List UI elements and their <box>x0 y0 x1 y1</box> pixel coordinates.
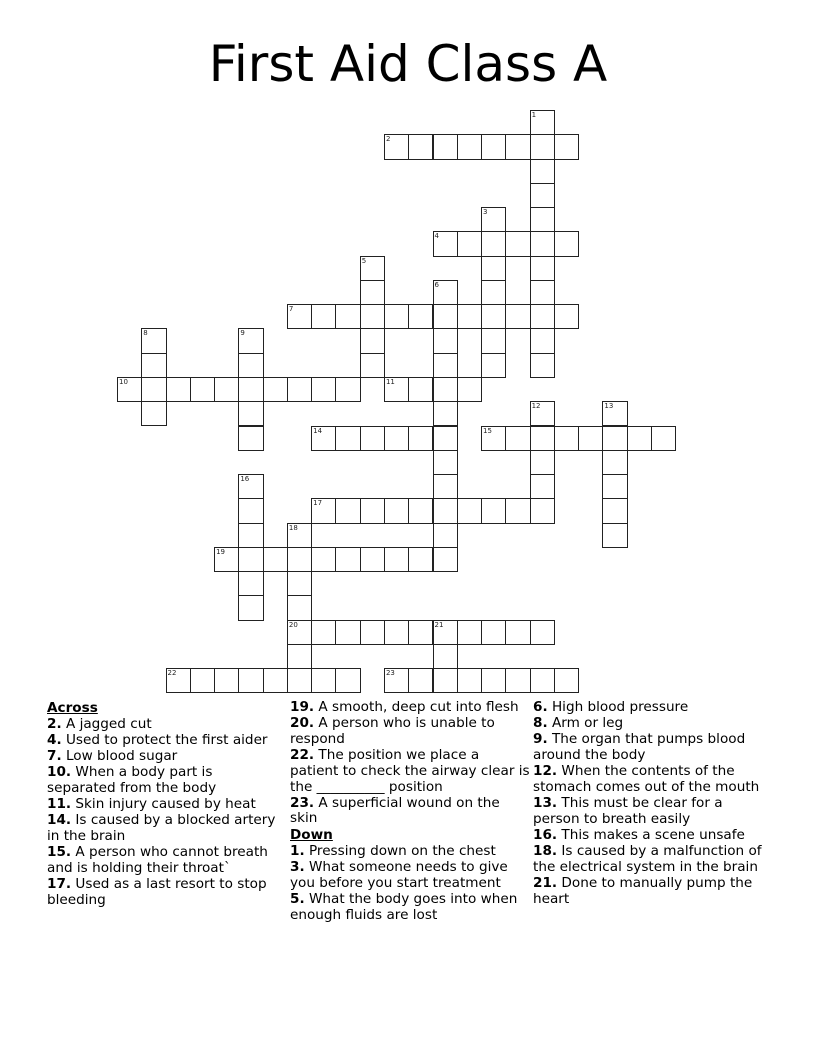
grid-cell[interactable] <box>457 231 482 256</box>
clue-number: 1 <box>531 111 537 119</box>
grid-cell[interactable] <box>117 377 142 402</box>
grid-cell[interactable] <box>530 207 555 232</box>
grid-cell[interactable] <box>433 231 458 256</box>
clue-down <box>290 844 530 860</box>
grid-cell[interactable] <box>335 547 360 572</box>
grid-cell[interactable] <box>530 280 555 305</box>
grid-cell[interactable] <box>190 377 215 402</box>
clue-across <box>47 813 283 844</box>
clue-down <box>533 844 773 875</box>
grid-cell[interactable] <box>287 571 312 596</box>
clue-number-label: 12. <box>533 763 558 780</box>
grid-cell[interactable] <box>335 377 360 402</box>
clue-number-label: 14. <box>47 812 72 829</box>
grid-cell[interactable] <box>287 644 312 669</box>
grid-cell[interactable] <box>238 571 263 596</box>
grid-cell[interactable] <box>481 620 506 645</box>
grid-cell[interactable] <box>287 304 312 329</box>
grid-cell[interactable] <box>433 644 458 669</box>
clue-number-label: 2. <box>47 715 62 732</box>
clue-across <box>47 877 283 908</box>
grid-cell[interactable] <box>530 256 555 281</box>
grid-cell[interactable] <box>166 668 191 693</box>
clue-text: Skin injury caused by heat <box>71 796 256 813</box>
grid-cell[interactable] <box>360 280 385 305</box>
grid-cell[interactable] <box>214 547 239 572</box>
clue-column-2 <box>290 700 530 924</box>
grid-cell[interactable] <box>530 304 555 329</box>
grid-cell[interactable] <box>433 134 458 159</box>
grid-cell[interactable] <box>335 668 360 693</box>
clue-text: A smooth, deep cut into flesh <box>314 699 519 715</box>
clue-text: The position we place a patient to check the airway clear is the __________ position <box>290 747 530 795</box>
grid-cell[interactable] <box>238 498 263 523</box>
clue-down <box>533 828 773 844</box>
clue-down <box>533 764 773 795</box>
grid-cell[interactable] <box>311 668 336 693</box>
grid-cell[interactable] <box>408 377 433 402</box>
grid-cell[interactable] <box>481 207 506 232</box>
grid-cell[interactable] <box>433 280 458 305</box>
clue-text: What the body goes into when enough fluids are lost <box>290 890 518 923</box>
grid-cell[interactable] <box>263 668 288 693</box>
grid-cell[interactable] <box>578 426 603 451</box>
grid-cell[interactable] <box>141 377 166 402</box>
grid-cell[interactable] <box>384 547 409 572</box>
grid-cell[interactable] <box>554 134 579 159</box>
grid-cell[interactable] <box>530 668 555 693</box>
clue-number-label: 1. <box>290 842 305 859</box>
grid-cell[interactable] <box>433 547 458 572</box>
grid-cell[interactable] <box>408 547 433 572</box>
grid-cell[interactable] <box>311 377 336 402</box>
grid-cell[interactable] <box>530 110 555 135</box>
grid-cell[interactable] <box>433 328 458 353</box>
clue-number: 3 <box>483 208 488 217</box>
clue-number: 12 <box>531 402 541 411</box>
grid-cell[interactable] <box>238 353 263 378</box>
clue-text: What someone needs to give you before you start treatment <box>290 859 508 891</box>
clue-number: 7 <box>288 305 294 314</box>
grid-cell[interactable] <box>287 620 312 645</box>
grid-cell[interactable] <box>457 134 482 159</box>
grid-cell[interactable] <box>408 498 433 523</box>
grid-cell[interactable] <box>457 304 482 329</box>
clue-number: 13 <box>604 402 614 411</box>
clue-number: 16 <box>240 475 250 484</box>
clue-text: A jagged cut <box>61 715 152 732</box>
clue-text: Used to protect the first aider <box>61 731 268 748</box>
clue-down <box>290 892 530 923</box>
grid-cell[interactable] <box>238 668 263 693</box>
grid-cell[interactable] <box>408 304 433 329</box>
clue-number-label: 8. <box>533 715 548 732</box>
grid-cell[interactable] <box>335 620 360 645</box>
grid-cell[interactable] <box>457 668 482 693</box>
grid-cell[interactable] <box>141 328 166 353</box>
clue-across <box>290 796 530 827</box>
grid-cell[interactable] <box>433 450 458 475</box>
clue-text: Used as a last resort to stop bleeding <box>47 876 267 908</box>
grid-cell[interactable] <box>457 620 482 645</box>
grid-cell[interactable] <box>360 353 385 378</box>
grid-cell[interactable] <box>360 498 385 523</box>
grid-cell[interactable] <box>530 620 555 645</box>
clue-number-label: 15. <box>47 844 72 861</box>
grid-cell[interactable] <box>408 134 433 159</box>
grid-cell[interactable] <box>651 426 676 451</box>
grid-cell[interactable] <box>481 304 506 329</box>
grid-cell[interactable] <box>602 426 627 451</box>
grid-cell[interactable] <box>408 426 433 451</box>
grid-cell[interactable] <box>602 474 627 499</box>
grid-cell[interactable] <box>433 668 458 693</box>
grid-cell[interactable] <box>433 498 458 523</box>
grid-cell[interactable] <box>530 450 555 475</box>
clue-column-1 <box>47 700 283 909</box>
clue-number: 9 <box>240 329 245 338</box>
grid-cell[interactable] <box>360 304 385 329</box>
clue-number: 6 <box>434 280 439 289</box>
clue-number-label: 13. <box>533 795 558 812</box>
grid-cell[interactable] <box>238 377 263 402</box>
grid-cell[interactable] <box>433 474 458 499</box>
grid-cell[interactable] <box>481 498 506 523</box>
grid-cell[interactable] <box>311 547 336 572</box>
grid-cell[interactable] <box>141 401 166 426</box>
grid-cell[interactable] <box>627 426 652 451</box>
clue-number-label: 5. <box>290 890 305 907</box>
grid-cell[interactable] <box>481 426 506 451</box>
grid-cell[interactable] <box>505 668 530 693</box>
grid-cell[interactable] <box>360 620 385 645</box>
clue-number: 17 <box>313 499 323 508</box>
grid-cell[interactable] <box>384 620 409 645</box>
clue-number: 14 <box>313 426 323 435</box>
grid-cell[interactable] <box>408 620 433 645</box>
grid-cell[interactable] <box>335 426 360 451</box>
grid-cell[interactable] <box>457 498 482 523</box>
grid-cell[interactable] <box>433 304 458 329</box>
clue-number: 8 <box>143 329 148 338</box>
clue-text: Done to manually pump the heart <box>533 875 753 907</box>
grid-cell[interactable] <box>384 134 409 159</box>
grid-cell[interactable] <box>360 328 385 353</box>
clue-down <box>533 796 773 827</box>
grid-cell[interactable] <box>141 353 166 378</box>
grid-cell[interactable] <box>287 377 312 402</box>
grid-cell[interactable] <box>530 231 555 256</box>
clue-down <box>533 876 773 907</box>
grid-cell[interactable] <box>481 280 506 305</box>
clue-text: This makes a scene unsafe <box>557 827 745 844</box>
clue-number: 10 <box>119 377 128 386</box>
grid-cell[interactable] <box>554 231 579 256</box>
grid-cell[interactable] <box>530 498 555 523</box>
clue-text: This must be clear for a person to breath easily <box>533 795 723 827</box>
clue-across <box>47 765 283 796</box>
clue-column-3 <box>533 700 773 908</box>
grid-cell[interactable] <box>384 668 409 693</box>
grid-cell[interactable] <box>530 159 555 184</box>
grid-cell[interactable] <box>433 353 458 378</box>
clue-number-label: 20. <box>290 715 315 732</box>
grid-cell[interactable] <box>554 668 579 693</box>
grid-cell[interactable] <box>505 304 530 329</box>
clue-number-label: 4. <box>47 731 62 748</box>
grid-cell[interactable] <box>602 498 627 523</box>
grid-cell[interactable] <box>530 328 555 353</box>
grid-cell[interactable] <box>530 401 555 426</box>
clue-number-label: 9. <box>533 731 548 748</box>
clue-number-label: 10. <box>47 764 72 781</box>
clue-across <box>290 748 530 795</box>
grid-cell[interactable] <box>238 523 263 548</box>
grid-cell[interactable] <box>602 450 627 475</box>
clue-down <box>533 716 773 732</box>
grid-cell[interactable] <box>360 547 385 572</box>
grid-cell[interactable] <box>311 426 336 451</box>
clue-text: A superficial wound on the skin <box>290 794 500 827</box>
clue-number: 23 <box>385 669 395 678</box>
clue-across <box>290 716 530 747</box>
grid-cell[interactable] <box>433 620 458 645</box>
grid-cell[interactable] <box>505 498 530 523</box>
grid-cell[interactable] <box>238 595 263 620</box>
clue-number-label: 6. <box>533 699 548 715</box>
clue-number: 11 <box>385 377 395 386</box>
grid-cell[interactable] <box>384 304 409 329</box>
grid-cell[interactable] <box>408 668 433 693</box>
grid-cell[interactable] <box>505 231 530 256</box>
clue-number-label: 17. <box>47 876 72 893</box>
grid-cell[interactable] <box>530 474 555 499</box>
clue-number-label: 22. <box>290 747 315 764</box>
clue-text: The organ that pumps blood around the body <box>533 731 746 764</box>
clue-across <box>47 733 283 749</box>
grid-cell[interactable] <box>311 498 336 523</box>
clue-number-label: 23. <box>290 794 315 811</box>
clue-text: A person who is unable to respond <box>290 715 495 747</box>
grid-cell[interactable] <box>602 523 627 548</box>
grid-cell[interactable] <box>457 377 482 402</box>
grid-cell[interactable] <box>287 547 312 572</box>
clue-text: Is caused by a malfunction of the electrical system in the brain <box>533 843 762 876</box>
clue-number: 18 <box>288 523 298 532</box>
grid-cell[interactable] <box>505 134 530 159</box>
grid-cell[interactable] <box>505 426 530 451</box>
grid-cell[interactable] <box>238 401 263 426</box>
grid-cell[interactable] <box>360 256 385 281</box>
clue-text: When the contents of the stomach comes out of the mouth <box>533 763 760 796</box>
clue-text: A person who cannot breath and is holding their throat` <box>47 844 268 877</box>
grid-cell[interactable] <box>433 523 458 548</box>
clue-number-label: 21. <box>533 875 558 892</box>
grid-cell[interactable] <box>481 256 506 281</box>
grid-cell[interactable] <box>433 377 458 402</box>
clue-number: 21 <box>434 620 444 629</box>
clue-down <box>533 732 773 763</box>
grid-cell[interactable] <box>554 304 579 329</box>
clue-across <box>47 797 283 813</box>
clue-text: Is caused by a blocked artery in the brain <box>47 812 276 845</box>
grid-cell[interactable] <box>530 426 555 451</box>
clue-number-label: 18. <box>533 843 558 860</box>
grid-cell[interactable] <box>335 498 360 523</box>
grid-cell[interactable] <box>554 426 579 451</box>
clue-across <box>47 717 283 733</box>
grid-cell[interactable] <box>287 523 312 548</box>
grid-cell[interactable] <box>238 474 263 499</box>
grid-cell[interactable] <box>214 377 239 402</box>
grid-cell[interactable] <box>481 328 506 353</box>
grid-cell[interactable] <box>481 353 506 378</box>
grid-cell[interactable] <box>360 426 385 451</box>
clue-number: 5 <box>361 256 367 265</box>
clue-across <box>290 700 530 716</box>
grid-cell[interactable] <box>433 426 458 451</box>
clue-text: High blood pressure <box>547 699 689 715</box>
clue-number: 4 <box>434 232 439 241</box>
grid-cell[interactable] <box>287 595 312 620</box>
clue-across <box>47 845 283 876</box>
clue-number: 2 <box>385 135 391 144</box>
grid-cell[interactable] <box>481 231 506 256</box>
grid-cell[interactable] <box>238 426 263 451</box>
grid-cell[interactable] <box>481 668 506 693</box>
clue-number-label: 3. <box>290 859 305 876</box>
grid-cell[interactable] <box>602 401 627 426</box>
grid-cell[interactable] <box>481 134 506 159</box>
clue-number: 22 <box>167 669 177 678</box>
grid-cell[interactable] <box>530 353 555 378</box>
grid-cell[interactable] <box>166 377 191 402</box>
grid-cell[interactable] <box>311 620 336 645</box>
grid-cell[interactable] <box>238 328 263 353</box>
grid-cell[interactable] <box>190 668 215 693</box>
clue-text: Pressing down on the chest <box>304 842 496 859</box>
page-title: First Aid Class A <box>208 35 608 93</box>
clue-text: Low blood sugar <box>61 748 178 765</box>
clue-number-label: 7. <box>47 748 62 765</box>
clue-text: Arm or leg <box>547 715 624 732</box>
grid-cell[interactable] <box>214 668 239 693</box>
clue-number: 19 <box>216 547 225 556</box>
grid-cell[interactable] <box>263 547 288 572</box>
grid-cell[interactable] <box>530 134 555 159</box>
grid-cell[interactable] <box>530 183 555 208</box>
grid-cell[interactable] <box>384 426 409 451</box>
clue-number: 20 <box>288 620 298 629</box>
grid-cell[interactable] <box>433 401 458 426</box>
grid-cell[interactable] <box>335 304 360 329</box>
grid-cell[interactable] <box>384 377 409 402</box>
clue-down <box>290 860 530 891</box>
grid-cell[interactable] <box>287 668 312 693</box>
across-heading: Across <box>47 700 98 716</box>
clue-number-label: 11. <box>47 796 72 813</box>
grid-cell[interactable] <box>238 547 263 572</box>
grid-cell[interactable] <box>311 304 336 329</box>
grid-cell[interactable] <box>263 377 288 402</box>
clue-number-label: 19. <box>290 699 315 715</box>
clue-number-label: 16. <box>533 827 558 844</box>
down-heading: Down <box>290 827 333 844</box>
grid-cell[interactable] <box>384 498 409 523</box>
clue-across <box>47 749 283 765</box>
clue-text: When a body part is separated from the body <box>47 764 217 797</box>
clue-number: 15 <box>483 426 492 435</box>
grid-cell[interactable] <box>505 620 530 645</box>
clue-down <box>533 700 773 716</box>
